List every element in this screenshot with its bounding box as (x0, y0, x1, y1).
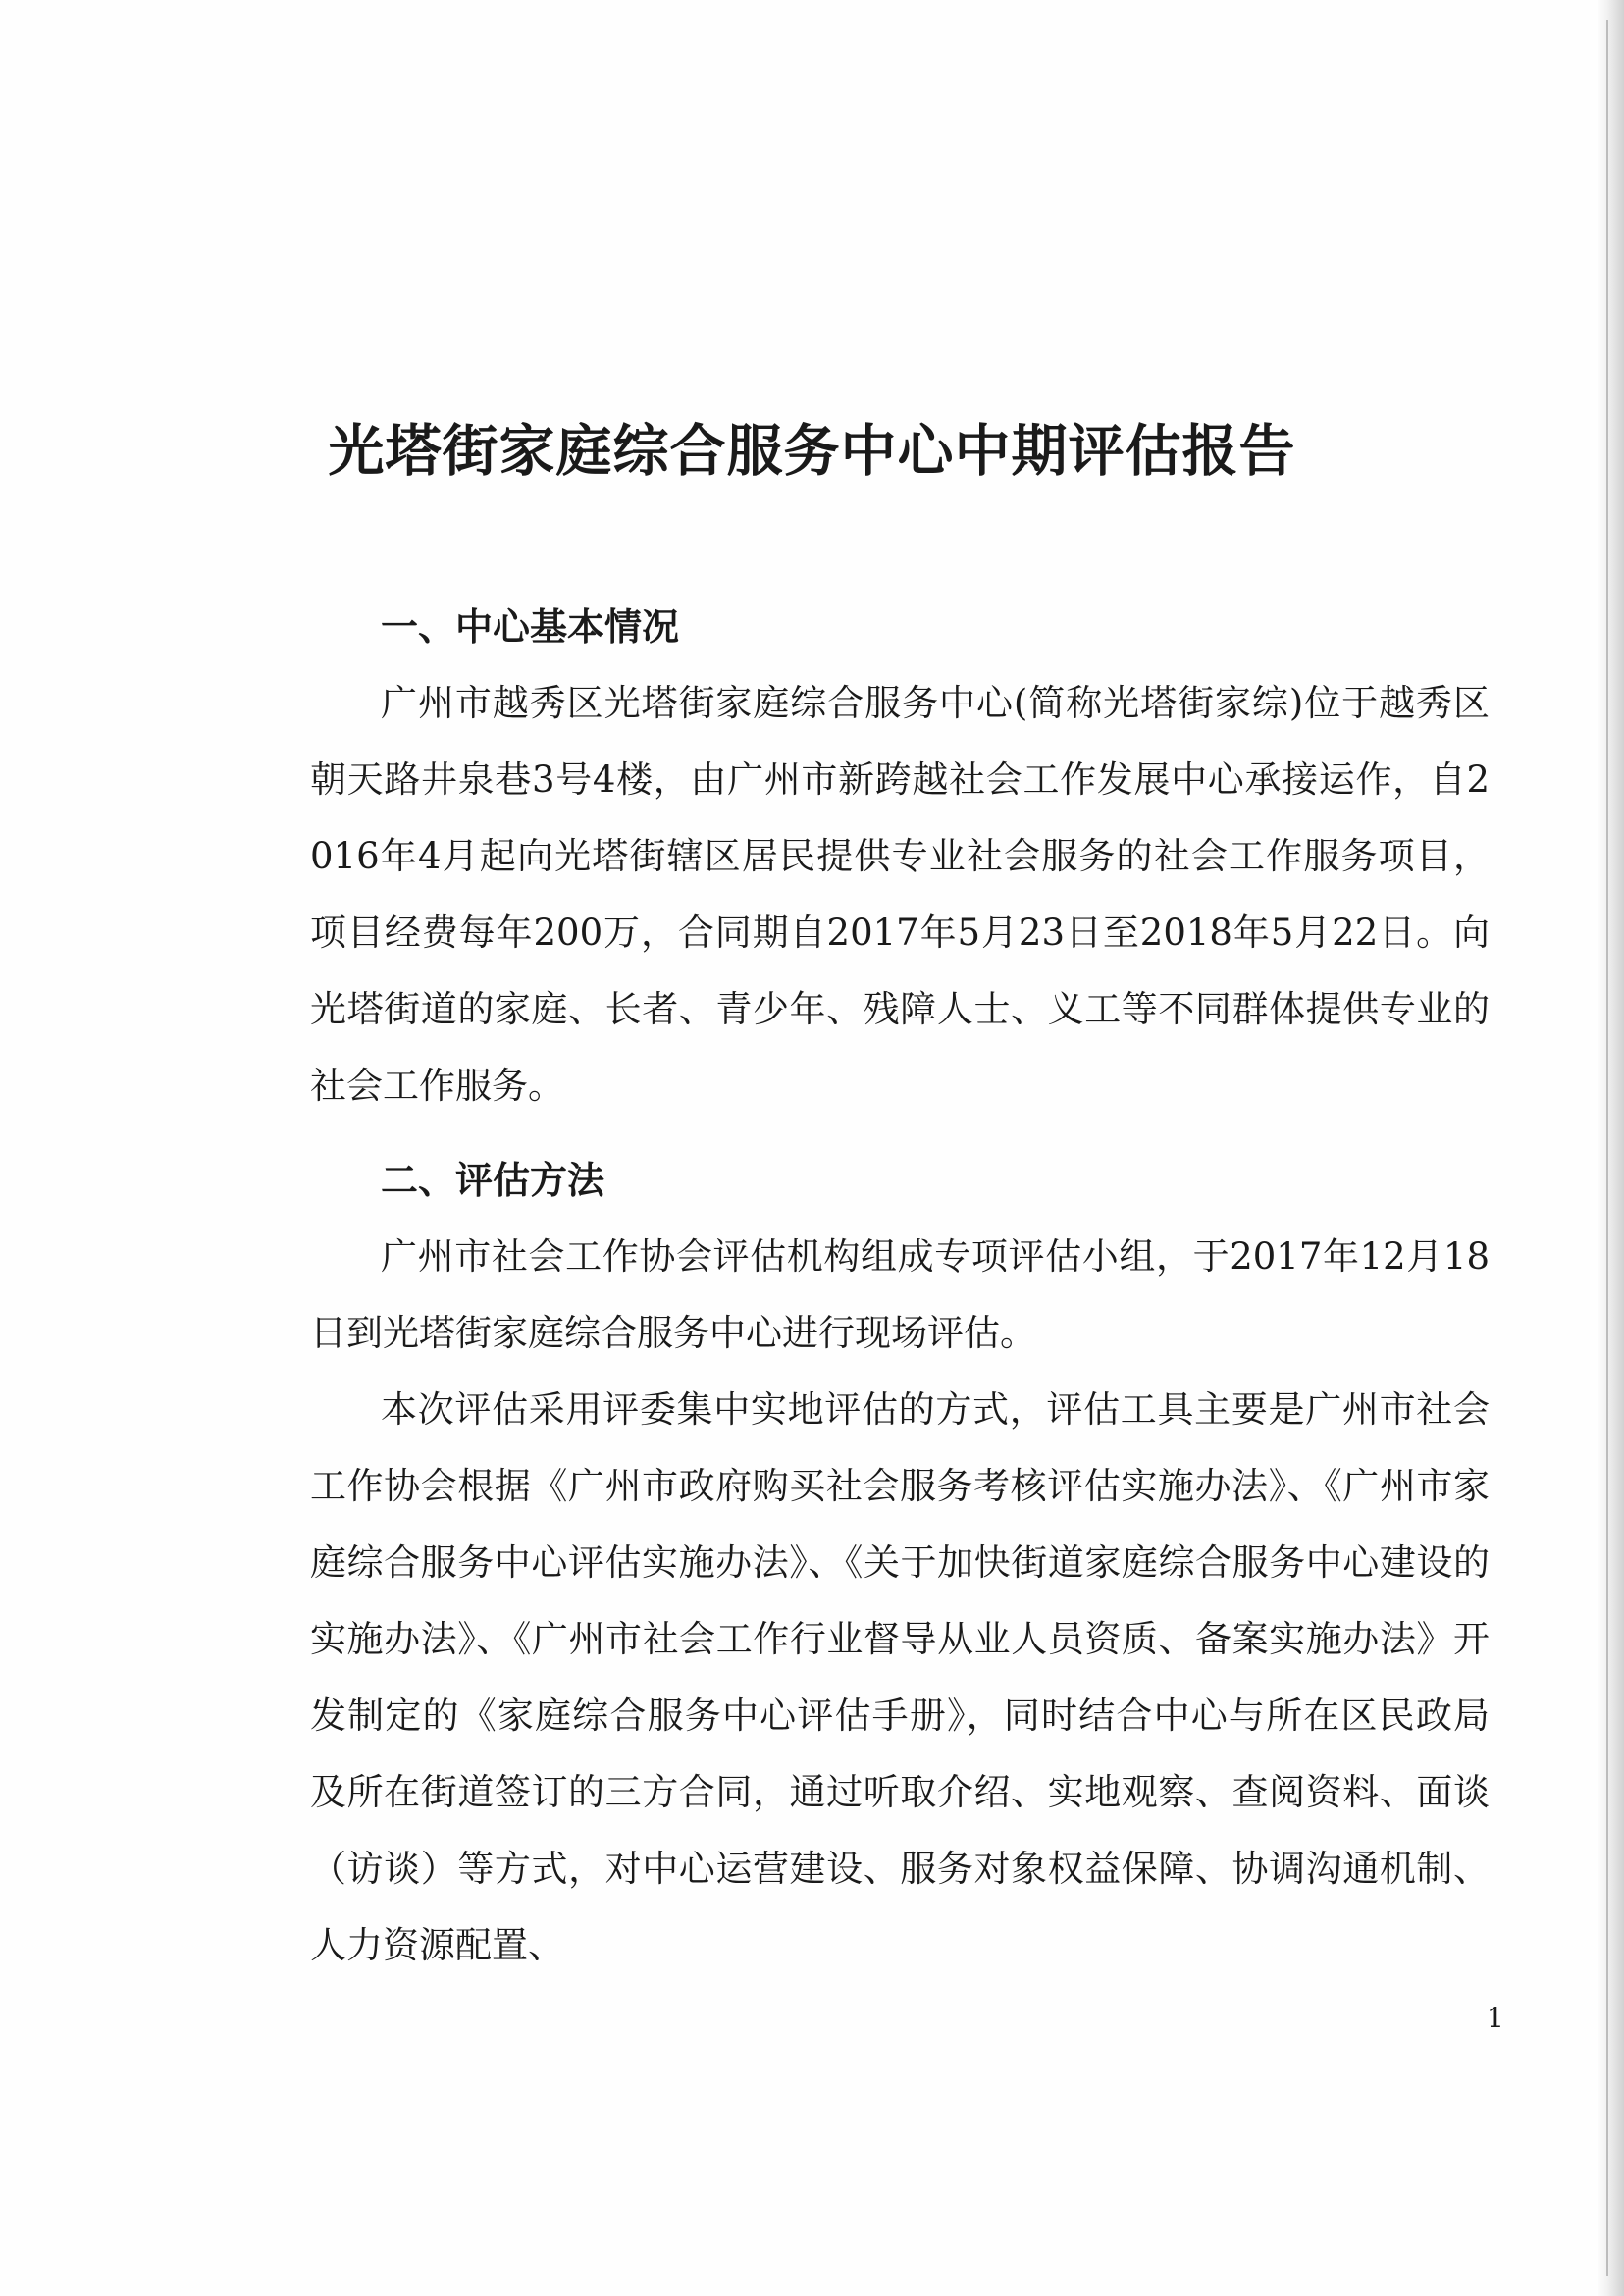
section-gap (310, 1124, 1490, 1142)
section-heading-evaluation-method: 二、评估方法 (381, 1159, 605, 1202)
paragraph-evaluation-team: 广州市社会工作协会评估机构组成专项评估小组，于2017年12月18日到光塔街家庭综合服务中心进行现场评估。 (310, 1235, 1490, 1354)
scan-edge-line (1606, 20, 1608, 2276)
scan-edge-shadow (1597, 0, 1624, 2296)
section-heading-basic-info: 一、中心基本情况 (381, 605, 680, 649)
paragraph-basic-info: 广州市越秀区光塔街家庭综合服务中心(简称光塔街家综)位于越秀区朝天路井泉巷3号4楼，由广州市新跨越社会工作发展中心承接运作，自2016年4月起向光塔街辖区居民提供专业社会服务的社会工作服务项目，项目经费每年200万，合同期自2017年5月23日至2018年5月22日。向光塔街道的家庭、长者、青少年、残障人士、义工等不同群体提供专业的社会工作服务。 (310, 682, 1490, 1107)
document-title: 光塔街家庭综合服务中心中期评估报告 (328, 418, 1296, 484)
page-number: 1 (1487, 2002, 1504, 2034)
paragraph-evaluation-tools: 本次评估采用评委集中实地评估的方式，评估工具主要是广州市社会工作协会根据《广州市政府购买社会服务考核评估实施办法》、《广州市家庭综合服务中心评估实施办法》、《关于加快街道家庭综合服务中心建设的实施办法》、《广州市社会工作行业督导从业人员资质、备案实施办法》开发制定的《家庭综合服务中心评估手册》，同时结合中心与所在区民政局及所在街道签订的三方合同，通过听取介绍、实地观察、查阅资料、面谈（访谈）等方式，对中心运营建设、服务对象权益保障、协调沟通机制、人力资源配置、 (310, 1388, 1490, 1966)
document-body (310, 589, 1490, 1984)
